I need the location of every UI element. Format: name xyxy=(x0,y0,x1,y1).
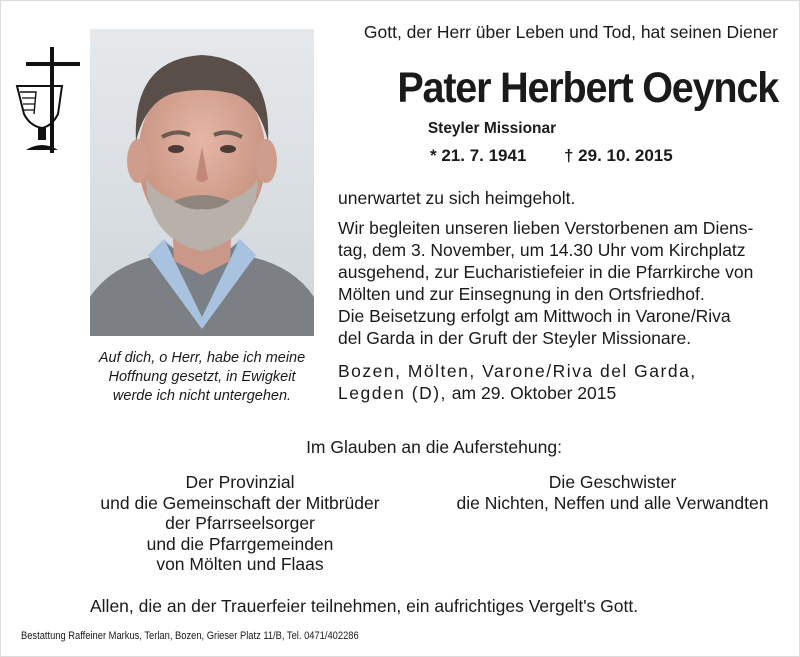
cross-chalice-icon xyxy=(12,44,82,156)
mourner-line: die Nichten, Neffen und alle Verwandten xyxy=(456,492,769,513)
mourners-left xyxy=(50,472,430,575)
paragraph-line: ausgehend, zur Eucharistiefeier in die Pfarrkirche von xyxy=(338,262,754,282)
paragraph-heimgeholt: unerwartet zu sich heimgeholt. xyxy=(338,188,576,208)
mourners-right xyxy=(440,472,785,513)
paragraph-line: Wir begleiten unseren lieben Verstorbenen am Diens- xyxy=(338,218,754,238)
bible-verse-caption xyxy=(86,349,318,406)
life-dates xyxy=(430,146,690,166)
place-legden: Legden (D), xyxy=(338,383,447,403)
birth-date: * 21. 7. 1941 xyxy=(430,146,527,165)
caption-line: Auf dich, o Herr, habe ich meine xyxy=(98,350,306,366)
mourner-line: Die Geschwister xyxy=(548,472,677,492)
funeral-home-footer: Bestattung Raffeiner Markus, Terlan, Bozen, Grieser Platz 11/B, Tel. 0471/402286 xyxy=(21,630,359,642)
date-line xyxy=(338,382,783,404)
paragraph-line: tag, dem 3. November, um 14.30 Uhr vom Kirchplatz xyxy=(338,240,746,260)
paragraph-line: Mölten und zur Einsegnung in den Ortsfriedhof. xyxy=(338,284,705,304)
thanks-line: Allen, die an der Trauerfeier teilnehmen, ein aufrichtiges Vergelt's Gott. xyxy=(90,596,639,616)
paragraph-line: del Garda in der Gruft der Steyler Missionare. xyxy=(338,328,692,348)
intro-line: Gott, der Herr über Leben und Tod, hat seinen Diener xyxy=(363,22,778,42)
mourner-line: Der Provinzial xyxy=(185,472,295,492)
mourner-line: und die Gemeinschaft der Mitbrüder xyxy=(100,492,380,513)
mourner-line: und die Pfarrgemeinden xyxy=(146,533,334,554)
caption-line: Hoffnung gesetzt, in Ewigkeit xyxy=(108,369,296,385)
caption-line: werde ich nicht untergehen. xyxy=(112,388,292,404)
death-date: † 29. 10. 2015 xyxy=(564,146,673,165)
mourner-line: von Mölten und Flaas xyxy=(156,554,324,574)
mourner-line: der Pfarrseelsorger xyxy=(165,513,315,533)
places-line: Bozen, Mölten, Varone/Riva del Garda, xyxy=(338,361,697,381)
deceased-name: Pater Herbert Oeynck xyxy=(397,64,778,112)
religious-order: Steyler Missionar xyxy=(427,120,557,137)
paragraph-burial xyxy=(338,305,783,349)
paragraph-funeral-details xyxy=(338,217,783,305)
portrait-photo xyxy=(90,29,314,336)
notice-date: am 29. Oktober 2015 xyxy=(446,383,617,403)
place-and-date xyxy=(338,360,783,404)
paragraph-line: Die Beisetzung erfolgt am Mittwoch in Varone/Riva xyxy=(338,306,731,326)
faith-line: Im Glauben an die Auferstehung: xyxy=(306,437,562,457)
